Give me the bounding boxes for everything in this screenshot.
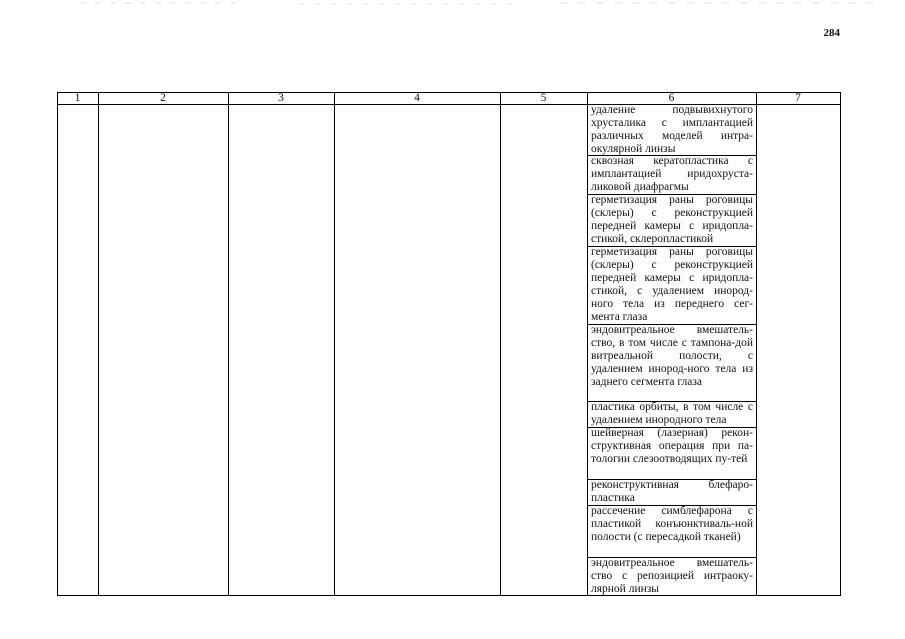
table-cell-procedure: эндовитреальное вмешатель-ство, в том числе с тампона-дой витреальной полости, с удалением инород-ного тела из заднего сегмента глаза — [591, 324, 753, 388]
column-number-4: 4 — [414, 92, 420, 104]
col-border-6 — [756, 92, 757, 596]
table-cell-procedure: эндовитреальное вмешатель-ство с репозицией интраоку-лярной линзы — [591, 557, 753, 595]
col-border-4 — [500, 92, 501, 596]
column-number-5: 5 — [540, 92, 547, 104]
col-border-left — [57, 92, 58, 596]
column-number-1: 1 — [74, 92, 81, 104]
table-bottom-border — [57, 595, 841, 596]
col-border-right — [840, 92, 841, 596]
services-table — [57, 92, 841, 596]
column-number-3: 3 — [278, 92, 284, 104]
table-cell-procedure: удаление подвывихнутого хрусталика с имплантацией различных моделей интра-окулярной линзы — [591, 104, 753, 155]
column-number-7: 7 — [795, 92, 801, 104]
column-number-6: 6 — [668, 92, 675, 104]
col-border-3 — [334, 92, 335, 596]
col-border-1 — [98, 92, 99, 596]
table-cell-procedure: рассечение симблефарона с пластикой конъюнктиваль-ной полости (с пересадкой тканей) — [591, 505, 753, 543]
page-number: 284 — [823, 27, 840, 39]
table-cell-procedure: герметизация раны роговицы (склеры) с реконструкцией передней камеры с иридопла-стикой, с удалением инород-ного тела из переднего сег-мента глаза — [591, 246, 753, 323]
table-cell-procedure: реконструктивная блефаро-пластика — [591, 479, 753, 504]
table-cell-procedure: сквозная кератопластика с имплантацией иридохруста-ликовой диафрагмы — [591, 155, 753, 193]
table-cell-procedure: герметизация раны роговицы (склеры) с реконструкцией передней камеры с иридопла-стикой, склеропластикой — [591, 194, 753, 245]
column-number-2: 2 — [160, 92, 166, 104]
col-border-2 — [228, 92, 229, 596]
table-cell-procedure: пластика орбиты, в том числе с удалением инородного тела — [591, 401, 753, 426]
scan-artifact-marks — [0, 0, 905, 8]
table-cell-procedure: шейверная (лазерная) рекон-структивная операция при па-тологии слезоотводящих пу-тей — [591, 427, 753, 465]
